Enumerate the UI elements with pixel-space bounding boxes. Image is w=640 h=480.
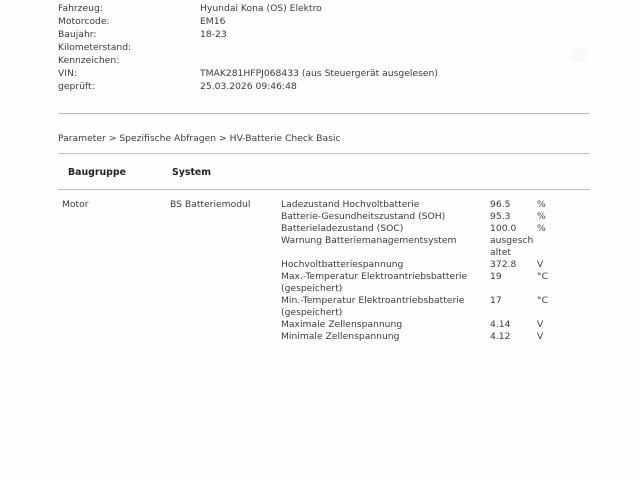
parameter-name-text: Hochvoltbatteriespannung	[281, 259, 404, 270]
parameter-row	[281, 271, 601, 294]
parameter-name-text: Min.-Temperatur Elektroantriebsbatterie	[281, 295, 465, 306]
parameter-row	[281, 235, 601, 258]
parameter-name	[281, 295, 486, 319]
parameter-unit: V	[537, 319, 544, 330]
vehicle-info-label: geprüft:	[58, 81, 95, 92]
parameter-value: 4.14	[490, 319, 511, 330]
vehicle-info-block	[58, 2, 578, 93]
divider-breadcrumb	[58, 153, 590, 154]
parameter-name-text: Batterieladezustand (SOC)	[281, 223, 404, 234]
vehicle-info-value: TMAK281HFPJ068433 (aus Steuergerät ausgelesen)	[200, 68, 438, 79]
vehicle-info-row	[58, 80, 578, 93]
parameter-unit: V	[537, 331, 544, 342]
parameter-value: 95.3	[490, 211, 511, 222]
vehicle-info-row	[58, 15, 578, 28]
parameter-name	[281, 235, 486, 247]
parameter-unit: °C	[537, 271, 549, 282]
parameter-name-text: Warnung Batteriemanagementsystem	[281, 235, 457, 246]
parameter-value: ausgeschaltet	[490, 235, 534, 258]
vehicle-info-label: Kilometerstand:	[58, 42, 132, 53]
parameter-value: 100.0	[490, 223, 517, 234]
vehicle-info-label: Baujahr:	[58, 29, 97, 40]
vehicle-info-row	[58, 2, 578, 15]
parameter-name	[281, 223, 486, 235]
parameter-name-text: Minimale Zellenspannung	[281, 331, 400, 342]
vehicle-info-label: Fahrzeug:	[58, 3, 103, 14]
vehicle-info-label: Motorcode:	[58, 16, 110, 27]
vehicle-info-row	[58, 28, 578, 41]
parameter-row	[281, 211, 601, 223]
parameter-unit: °C	[537, 295, 549, 306]
parameter-value: 372.8	[490, 259, 517, 270]
parameter-row	[281, 199, 601, 211]
column-header-baugruppe: Baugruppe	[68, 167, 126, 178]
parameter-name	[281, 259, 486, 271]
parameter-value: 4.12	[490, 331, 511, 342]
vehicle-info-value: 25.03.2026 09:46:48	[200, 81, 297, 92]
parameter-row	[281, 319, 601, 331]
parameter-name-text: Maximale Zellenspannung	[281, 319, 403, 330]
breadcrumb: Parameter > Spezifische Abfragen > HV-Batterie Check Basic	[58, 133, 341, 144]
vehicle-info-row	[58, 41, 578, 54]
divider-top	[58, 113, 590, 114]
parameter-name	[281, 319, 486, 331]
vehicle-info-label: VIN:	[58, 68, 77, 79]
parameter-name	[281, 331, 486, 343]
vehicle-info-label: Kennzeichen:	[58, 55, 120, 66]
parameter-row	[281, 259, 601, 271]
parameter-name-text: Batterie-Gesundheitszustand (SOH)	[281, 211, 446, 222]
parameter-row	[281, 223, 601, 235]
vehicle-info-value: 18-23	[200, 29, 227, 40]
vehicle-info-value: Hyundai Kona (OS) Elektro	[200, 3, 322, 14]
parameter-name	[281, 211, 486, 223]
vehicle-info-row	[58, 54, 578, 67]
parameter-row	[281, 295, 601, 318]
divider-table-header	[58, 189, 590, 190]
parameter-name-text: Ladezustand Hochvoltbatterie	[281, 199, 420, 210]
vehicle-info-row	[58, 67, 578, 80]
parameter-unit: %	[537, 223, 546, 234]
parameter-unit: V	[537, 259, 544, 270]
parameter-unit: %	[537, 211, 546, 222]
parameter-row	[281, 331, 601, 343]
parameter-name-qualifier: (gespeichert)	[281, 307, 343, 318]
parameter-value: 19	[490, 271, 502, 282]
parameter-name	[281, 199, 486, 211]
vehicle-info-value: EM16	[200, 16, 226, 27]
table-header-row	[58, 166, 590, 180]
parameter-value: 96.5	[490, 199, 511, 210]
cell-baugruppe: Motor	[62, 199, 89, 210]
parameter-value: 17	[490, 295, 502, 306]
parameter-unit: %	[537, 199, 546, 210]
cell-system: BS Batteriemodul	[170, 199, 251, 210]
parameter-name-qualifier: (gespeichert)	[281, 283, 343, 294]
column-header-system: System	[172, 167, 212, 178]
parameter-name	[281, 271, 486, 295]
parameter-name-text: Max.-Temperatur Elektroantriebsbatterie	[281, 271, 468, 282]
